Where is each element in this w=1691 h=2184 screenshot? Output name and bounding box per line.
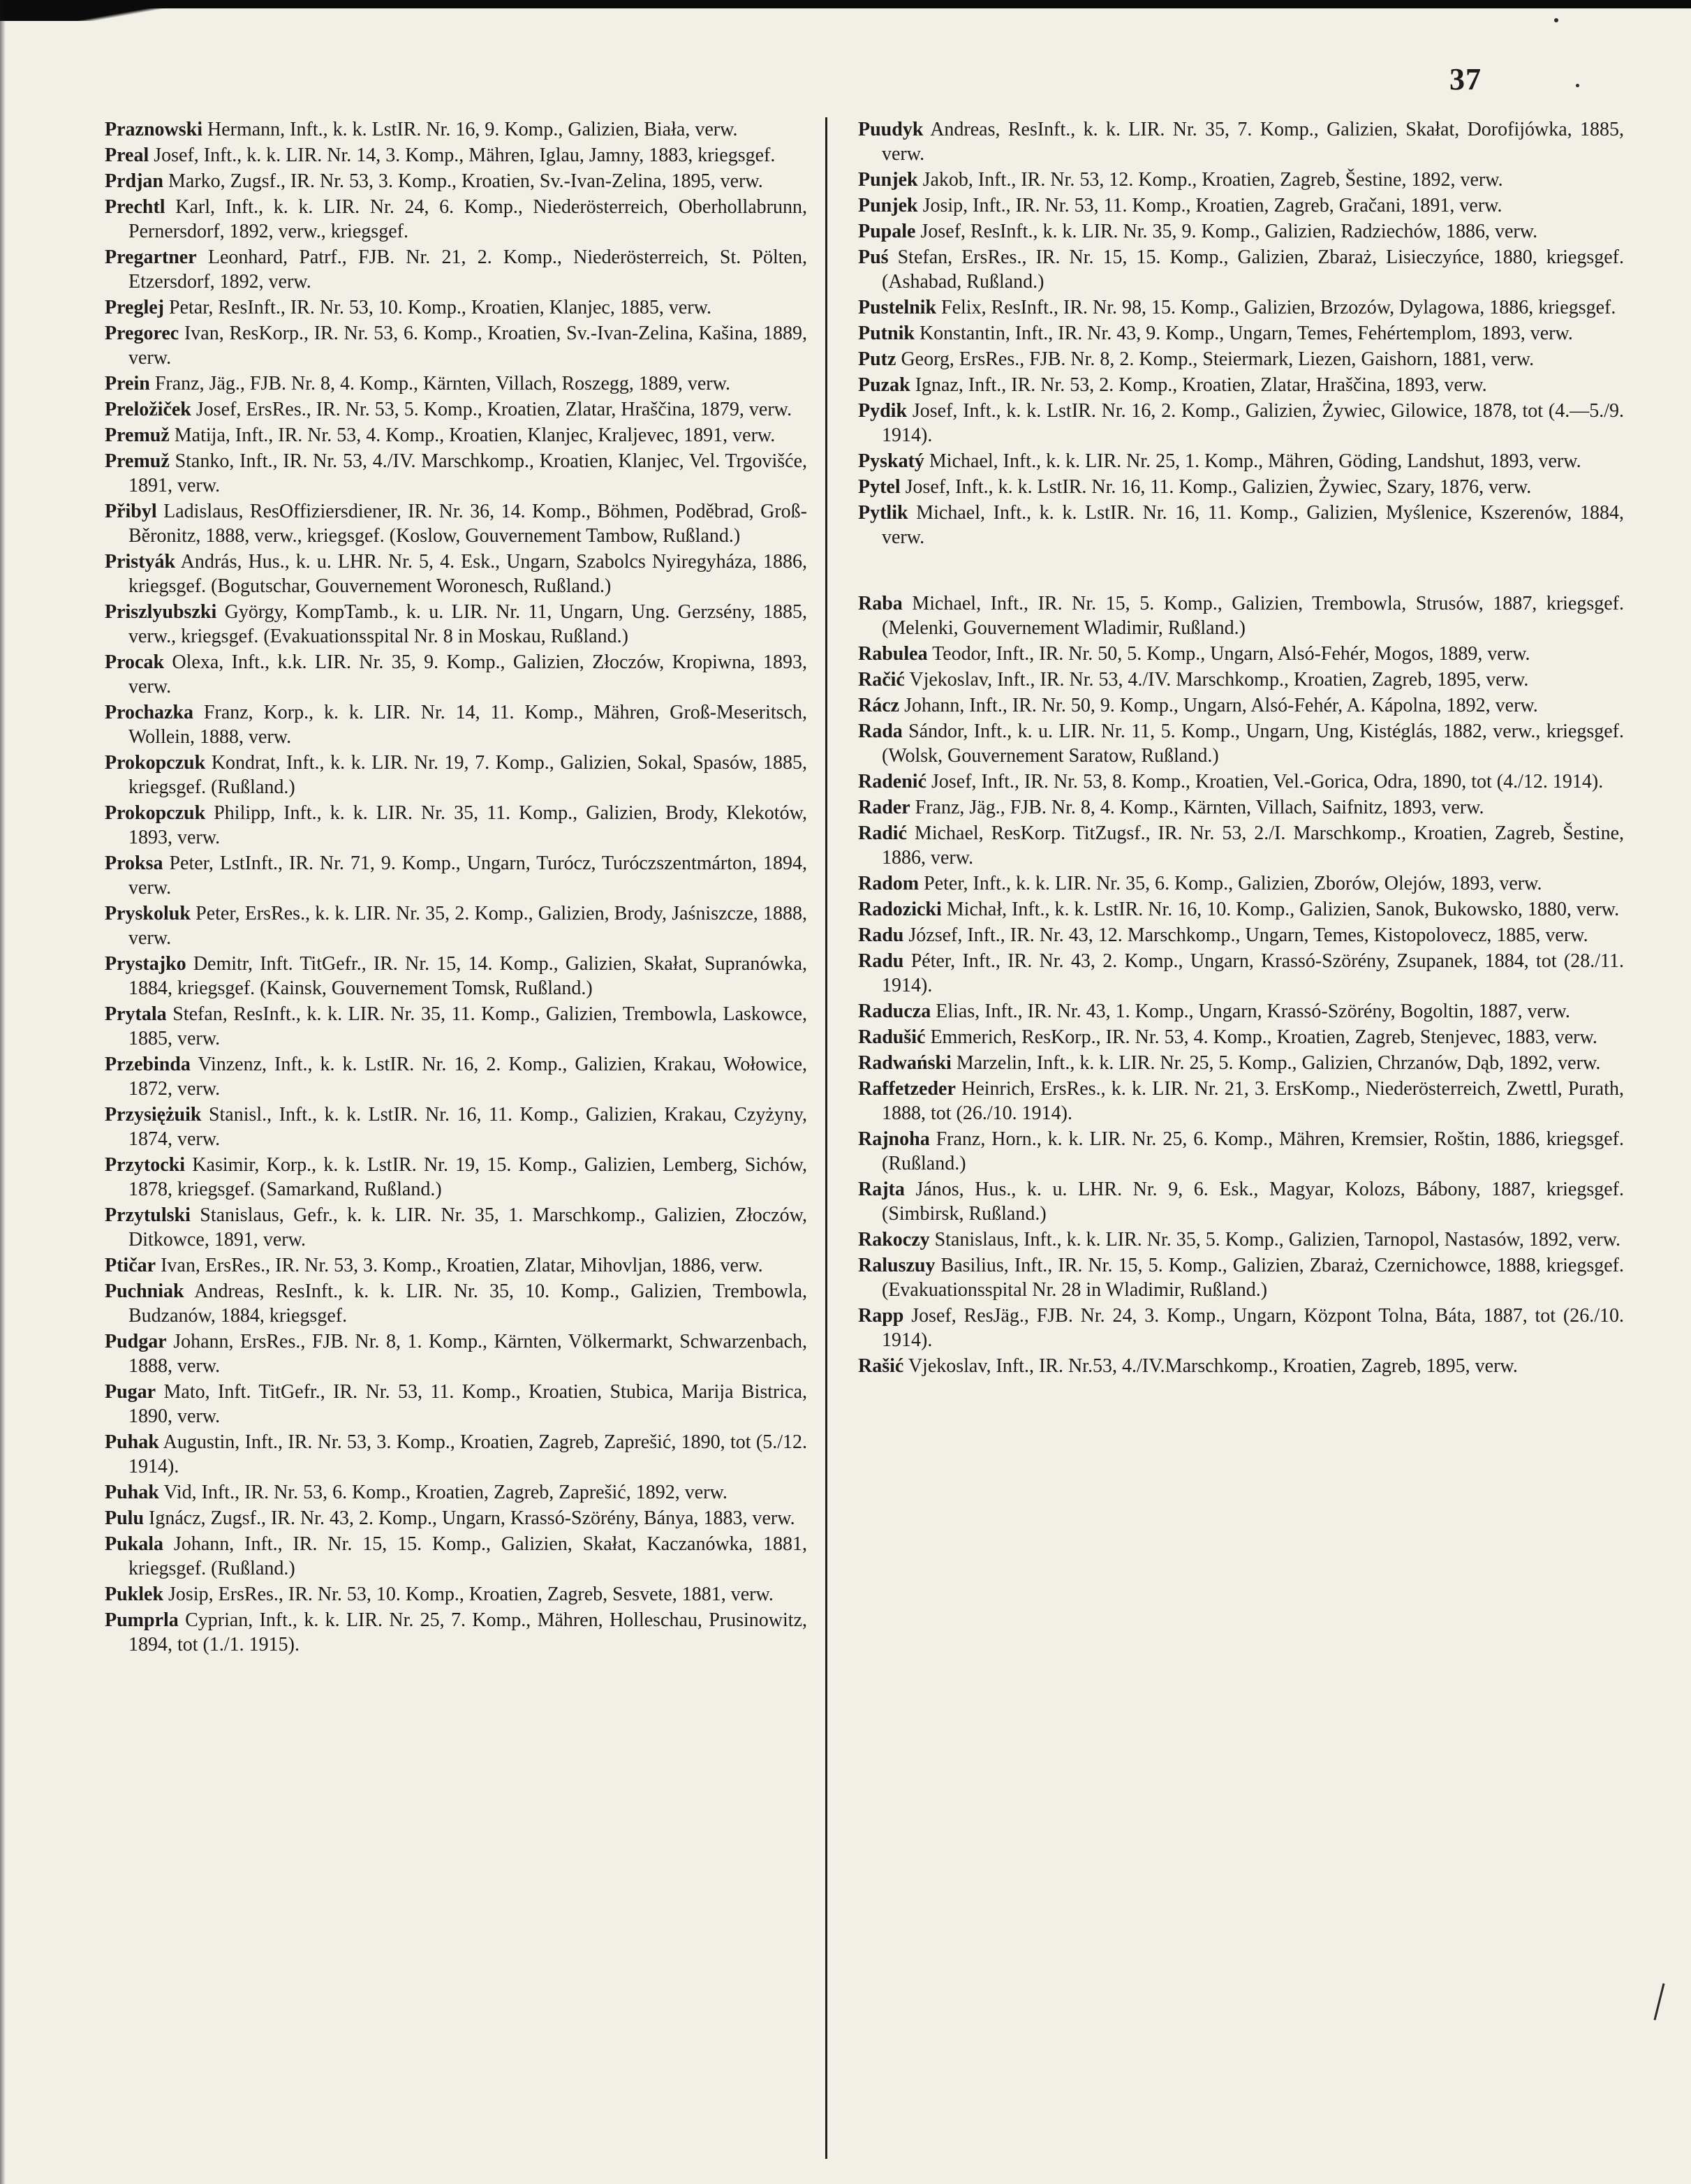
entry: Procak Olexa, Inft., k.k. LIR. Nr. 35, 9. Komp., Galizien, Złoczów, Kropiwna, 1893, verw. [105, 651, 807, 698]
entry-name: Pregorec [105, 323, 179, 344]
entry: Pryskoluk Peter, ErsRes., k. k. LIR. Nr. 35, 2. Komp., Galizien, Brody, Jaśniszcze, 1888, verw. [105, 903, 807, 949]
entry-name: Radenić [858, 771, 926, 792]
entry-name: Rajnoha [858, 1128, 930, 1150]
entry-name: Puklek [105, 1584, 164, 1605]
entry: Puhak Augustin, Inft., IR. Nr. 53, 3. Komp., Kroatien, Zagreb, Zaprešić, 1890, tot (5./12. 1914). [105, 1431, 807, 1477]
entry-name: Rader [858, 797, 910, 818]
entry: Rajnoha Franz, Horn., k. k. LIR. Nr. 25, 6. Komp., Mähren, Kremsier, Roštin, 1886, kriegsgef. (Rußland.) [858, 1128, 1624, 1174]
column-left [105, 117, 825, 2159]
entry-name: Raba [858, 593, 903, 614]
entry: Rácz Johann, Inft., IR. Nr. 50, 9. Komp., Ungarn, Alsó-Fehér, A. Kápolna, 1892, verw. [858, 695, 1538, 716]
entry: Pudgar Johann, ErsRes., FJB. Nr. 8, 1. Komp., Kärnten, Völkermarkt, Schwarzenbach, 1888, verw. [105, 1331, 807, 1377]
entry-name: Putz [858, 348, 896, 370]
entry-name: Prokopczuk [105, 802, 206, 824]
entry: Prytala Stefan, ResInft., k. k. LIR. Nr. 35, 11. Komp., Galizien, Trembowla, Laskowce, 1885, verw. [105, 1003, 807, 1049]
entry-name: Pydik [858, 400, 908, 422]
entry-name: Puchniak [105, 1281, 184, 1302]
entry-name: Radom [858, 873, 920, 894]
entry: Prochazka Franz, Korp., k. k. LIR. Nr. 14, 11. Komp., Mähren, Groß-Meseritsch, Wollein, 1888, verw. [105, 702, 807, 748]
column-right [825, 117, 1624, 2159]
entry-name: Radušić [858, 1026, 926, 1048]
entry-name: Raffetzeder [858, 1078, 956, 1100]
entry-name: Ptičar [105, 1255, 156, 1276]
entry-name: Prochazka [105, 702, 194, 723]
scan-edge-top [0, 0, 1691, 8]
entry-name: Przysiężuik [105, 1104, 202, 1126]
entry: Premuž Stanko, Inft., IR. Nr. 53, 4./IV. Marschkomp., Kroatien, Klanjec, Vel. Trgovišće, 1891, verw. [105, 450, 807, 496]
entry-name: Punjek [858, 195, 918, 216]
entry: Radić Michael, ResKorp. TitZugsf., IR. Nr. 53, 2./I. Marschkomp., Kroatien, Zagreb, Šestine, 1886, verw. [858, 822, 1624, 869]
entry: Prdjan Marko, Zugsf., IR. Nr. 53, 3. Komp., Kroatien, Sv.-Ivan-Zelina, 1895, verw. [105, 170, 763, 192]
entry: Ptičar Ivan, ErsRes., IR. Nr. 53, 3. Komp., Kroatien, Zlatar, Mihovljan, 1886, verw. [105, 1255, 763, 1276]
entry-name: Pumprla [105, 1609, 179, 1631]
entry-name: Prokopczuk [105, 752, 206, 774]
entry-name: Pytel [858, 476, 901, 498]
entry: Radwański Marzelin, Inft., k. k. LIR. Nr. 25, 5. Komp., Galizien, Chrzanów, Dąb, 1892, verw. [858, 1052, 1601, 1074]
entry: Radu Péter, Inft., IR. Nr. 43, 2. Komp., Ungarn, Krassó-Szörény, Zsupanek, 1884, tot (28./11. 1914). [858, 950, 1624, 996]
scan-edge-left [0, 0, 6, 2184]
entry: Radom Peter, Inft., k. k. LIR. Nr. 35, 6. Komp., Galizien, Zborów, Olejów, 1893, verw. [858, 873, 1542, 894]
entry-name: Preložiček [105, 399, 191, 420]
entry: Puudyk Andreas, ResInft., k. k. LIR. Nr. 35, 7. Komp., Galizien, Skałat, Dorofijówka, 1885, verw. [858, 119, 1624, 165]
entry: Prokopczuk Philipp, Inft., k. k. LIR. Nr. 35, 11. Komp., Galizien, Brody, Klekotów, 1893, verw. [105, 802, 807, 848]
entry-name: Raluszuy [858, 1255, 936, 1276]
entry: Rapp Josef, ResJäg., FJB. Nr. 24, 3. Komp., Ungarn, Központ Tolna, Báta, 1887, tot (26./10. 1914). [858, 1305, 1624, 1351]
entry: Pytlik Michael, Inft., k. k. LstIR. Nr. 16, 11. Komp., Galizien, Myślenice, Kszerenów, 1884, verw. [858, 502, 1624, 548]
entry-name: Radu [858, 924, 904, 946]
entry-name: Rapp [858, 1305, 904, 1327]
entry-name: Račić [858, 669, 905, 691]
entry-name: Prdjan [105, 170, 163, 192]
entry: Rabulea Teodor, Inft., IR. Nr. 50, 5. Komp., Ungarn, Alsó-Fehér, Mogos, 1889, verw. [858, 643, 1530, 665]
section-gap [858, 551, 1624, 591]
entry-name: Pryskoluk [105, 903, 191, 924]
entry-name: Puzak [858, 374, 910, 396]
entry-name: Proksa [105, 853, 163, 874]
entry-name: Rada [858, 721, 903, 742]
entry-name: Punjek [858, 169, 918, 191]
entry-name: Praznowski [105, 119, 202, 140]
entry-name: Puudyk [858, 119, 924, 140]
entry: Pukala Johann, Inft., IR. Nr. 15, 15. Komp., Galizien, Skałat, Kaczanówka, 1881, kriegsgef. (Rußland.) [105, 1533, 807, 1579]
entry-name: Prechtl [105, 196, 165, 218]
entry: Pytel Josef, Inft., k. k. LstIR. Nr. 16, 11. Komp., Galizien, Żywiec, Szary, 1876, verw. [858, 476, 1532, 498]
entry: Rakoczy Stanislaus, Inft., k. k. LIR. Nr. 35, 5. Komp., Galizien, Tarnopol, Nastasów, 1892, verw. [858, 1229, 1620, 1250]
entry: Przebinda Vinzenz, Inft., k. k. LstIR. Nr. 16, 2. Komp., Galizien, Krakau, Wołowice, 1872, verw. [105, 1054, 807, 1100]
scan-mark [1576, 84, 1579, 87]
entry-name: Přibyl [105, 501, 157, 522]
entry: Radenić Josef, Inft., IR. Nr. 53, 8. Komp., Kroatien, Vel.-Gorica, Odra, 1890, tot (4./12. 1914). [858, 771, 1604, 792]
entry-name: Prein [105, 373, 150, 394]
entry: Pregartner Leonhard, Patrf., FJB. Nr. 21, 2. Komp., Niederösterreich, St. Pölten, Etzersdorf, 1892, verw. [105, 246, 807, 293]
entry: Putnik Konstantin, Inft., IR. Nr. 43, 9. Komp., Ungarn, Temes, Fehértemplom, 1893, verw. [858, 323, 1573, 344]
entry-name: Przytulski [105, 1204, 191, 1226]
entry: Pregorec Ivan, ResKorp., IR. Nr. 53, 6. Komp., Kroatien, Sv.-Ivan-Zelina, Kašina, 1889, verw. [105, 323, 807, 369]
scan-mark [1654, 1983, 1665, 2020]
entry-name: Radu [858, 950, 904, 972]
entry-name: Pustelnik [858, 297, 937, 318]
entry: Puś Stefan, ErsRes., IR. Nr. 15, 15. Komp., Galizien, Zbaraż, Lisieczyńce, 1880, kriegsgef. (Ashabad, Rußland.) [858, 246, 1624, 293]
entry: Přibyl Ladislaus, ResOffiziersdiener, IR. Nr. 36, 14. Komp., Böhmen, Poděbrad, Groß-Běronitz, 1888, verw., kriegsgef. (Koslow, Gouvernement Tambow, Rußland.) [105, 501, 807, 547]
entry: Preglej Petar, ResInft., IR. Nr. 53, 10. Komp., Kroatien, Klanjec, 1885, verw. [105, 297, 711, 318]
entry-name: Preal [105, 145, 149, 166]
entry: Przytocki Kasimir, Korp., k. k. LstIR. Nr. 19, 15. Komp., Galizien, Lemberg, Sichów, 1878, kriegsgef. (Samarkand, Rußland.) [105, 1154, 807, 1200]
entry: Raffetzeder Heinrich, ErsRes., k. k. LIR. Nr. 21, 3. ErsKomp., Niederösterreich, Zwettl, Purath, 1888, tot (26./10. 1914). [858, 1078, 1624, 1124]
entry: Puchniak Andreas, ResInft., k. k. LIR. Nr. 35, 10. Komp., Galizien, Trembowla, Budzanów, 1884, kriegsgef. [105, 1281, 807, 1327]
entry: Pristyák András, Hus., k. u. LHR. Nr. 5, 4. Esk., Ungarn, Szabolcs Nyiregyháza, 1886, kriegsgef. (Bogutschar, Gouvernement Woronesch, Rußland.) [105, 551, 807, 597]
entry: Priszlyubszki György, KompTamb., k. u. LIR. Nr. 11, Ungarn, Ung. Gerzsény, 1885, verw., kriegsgef. (Evakuationsspital Nr. 8 in Moskau, Rußland.) [105, 601, 807, 647]
entry-name: Radozicki [858, 899, 942, 920]
entry-name: Rašić [858, 1355, 904, 1377]
entry: Puzak Ignaz, Inft., IR. Nr. 53, 2. Komp., Kroatien, Zlatar, Hraščina, 1893, verw. [858, 374, 1487, 396]
text-columns [105, 117, 1624, 2159]
entry-name: Raducza [858, 1001, 931, 1022]
entry-name: Rabulea [858, 643, 928, 665]
entry-name: Pupale [858, 221, 916, 242]
entry-name: Pregartner [105, 246, 197, 268]
entry: Preal Josef, Inft., k. k. LIR. Nr. 14, 3. Komp., Mähren, Iglau, Jamny, 1883, kriegsgef. [105, 145, 776, 166]
entry: Prein Franz, Jäg., FJB. Nr. 8, 4. Komp., Kärnten, Villach, Roszegg, 1889, verw. [105, 373, 731, 394]
entry: Praznowski Hermann, Inft., k. k. LstIR. Nr. 16, 9. Komp., Galizien, Biała, verw. [105, 119, 738, 140]
entry-name: Rácz [858, 695, 900, 716]
entry: Radušić Emmerich, ResKorp., IR. Nr. 53, 4. Komp., Kroatien, Zagreb, Stenjevec, 1883, verw. [858, 1026, 1597, 1048]
entry-name: Pukala [105, 1533, 164, 1555]
entry-name: Pyskatý [858, 450, 924, 472]
entry-name: Przytocki [105, 1154, 186, 1176]
entry: Račić Vjekoslav, Inft., IR. Nr. 53, 4./IV. Marschkomp., Kroatien, Zagreb, 1895, verw. [858, 669, 1529, 691]
entry: Prechtl Karl, Inft., k. k. LIR. Nr. 24, 6. Komp., Niederösterreich, Oberhollabrunn, Pernersdorf, 1892, verw., kriegsgef. [105, 196, 807, 242]
entry-name: Prytala [105, 1003, 167, 1025]
entry-name: Radić [858, 822, 907, 844]
entry: Punjek Josip, Inft., IR. Nr. 53, 11. Komp., Kroatien, Zagreb, Gračani, 1891, verw. [858, 195, 1502, 216]
entry: Raducza Elias, Inft., IR. Nr. 43, 1. Komp., Ungarn, Krassó-Szörény, Bogoltin, 1887, verw. [858, 1001, 1570, 1022]
scan-mark [1554, 18, 1558, 22]
entry: Rašić Vjekoslav, Inft., IR. Nr.53, 4./IV.Marschkomp., Kroatien, Zagreb, 1895, verw. [858, 1355, 1518, 1377]
entry-name: Puś [858, 246, 889, 268]
entry: Raluszuy Basilius, Inft., IR. Nr. 15, 5. Komp., Galizien, Zbaraż, Czernichowce, 1888, kriegsgef. (Evakuationsspital Nr. 28 in Wladimir, Rußland.) [858, 1255, 1624, 1301]
entry: Radozicki Michał, Inft., k. k. LstIR. Nr. 16, 10. Komp., Galizien, Sanok, Bukowsko, 1880, verw. [858, 899, 1620, 920]
entry-name: Premuž [105, 425, 170, 446]
entry: Rajta János, Hus., k. u. LHR. Nr. 9, 6. Esk., Magyar, Kolozs, Bábony, 1887, kriegsgef. (Simbirsk, Rußland.) [858, 1179, 1624, 1225]
entry: Preložiček Josef, ErsRes., IR. Nr. 53, 5. Komp., Kroatien, Zlatar, Hraščina, 1879, verw. [105, 399, 792, 420]
entry: Pyskatý Michael, Inft., k. k. LIR. Nr. 25, 1. Komp., Mähren, Göding, Landshut, 1893, verw. [858, 450, 1581, 472]
entry-name: Pristyák [105, 551, 176, 573]
entry: Proksa Peter, LstInft., IR. Nr. 71, 9. Komp., Ungarn, Turócz, Turóczszentmárton, 1894, verw. [105, 853, 807, 899]
entry-name: Pulu [105, 1507, 145, 1529]
entry: Radu József, Inft., IR. Nr. 43, 12. Marschkomp., Ungarn, Temes, Kistopolovecz, 1885, verw. [858, 924, 1588, 946]
entry: Rader Franz, Jäg., FJB. Nr. 8, 4. Komp., Kärnten, Villach, Saifnitz, 1893, verw. [858, 797, 1484, 818]
entry-name: Przebinda [105, 1054, 191, 1075]
entry-name: Priszlyubszki [105, 601, 217, 623]
entry: Punjek Jakob, Inft., IR. Nr. 53, 12. Komp., Kroatien, Zagreb, Šestine, 1892, verw. [858, 169, 1503, 191]
entry: Przytulski Stanislaus, Gefr., k. k. LIR. Nr. 35, 1. Marschkomp., Galizien, Złoczów, Ditkowce, 1891, verw. [105, 1204, 807, 1250]
entry-name: Prystajko [105, 953, 186, 975]
entry: Pulu Ignácz, Zugsf., IR. Nr. 43, 2. Komp., Ungarn, Krassó-Szörény, Bánya, 1883, verw. [105, 1507, 795, 1529]
entry-name: Pugar [105, 1381, 156, 1403]
entry: Pumprla Cyprian, Inft., k. k. LIR. Nr. 25, 7. Komp., Mähren, Holleschau, Prusinowitz, 1894, tot (1./1. 1915). [105, 1609, 807, 1655]
entry: Puklek Josip, ErsRes., IR. Nr. 53, 10. Komp., Kroatien, Zagreb, Sesvete, 1881, verw. [105, 1584, 774, 1605]
entry: Putz Georg, ErsRes., FJB. Nr. 8, 2. Komp., Steiermark, Liezen, Gaishorn, 1881, verw. [858, 348, 1535, 370]
entry-name: Rajta [858, 1179, 905, 1200]
entry-name: Puhak [105, 1482, 159, 1503]
entry-name: Procak [105, 651, 165, 673]
entry: Puhak Vid, Inft., IR. Nr. 53, 6. Komp., Kroatien, Zagreb, Zaprešić, 1892, verw. [105, 1482, 728, 1503]
entry: Pustelnik Felix, ResInft., IR. Nr. 98, 15. Komp., Galizien, Brzozów, Dylagowa, 1886, kriegsgef. [858, 297, 1616, 318]
entry-name: Putnik [858, 323, 915, 344]
entry-name: Radwański [858, 1052, 952, 1074]
entry-name: Pytlik [858, 502, 908, 524]
entry: Pupale Josef, ResInft., k. k. LIR. Nr. 35, 9. Komp., Galizien, Radziechów, 1886, verw. [858, 221, 1538, 242]
entry: Pugar Mato, Inft. TitGefr., IR. Nr. 53, 11. Komp., Kroatien, Stubica, Marija Bistrica, 1890, verw. [105, 1381, 807, 1427]
entry: Rada Sándor, Inft., k. u. LIR. Nr. 11, 5. Komp., Ungarn, Ung, Kistéglás, 1882, verw., kriegsgef. (Wolsk, Gouvernement Saratow, Rußland.) [858, 721, 1624, 767]
entry: Przysiężuik Stanisl., Inft., k. k. LstIR. Nr. 16, 11. Komp., Galizien, Krakau, Czyżyny, 1874, verw. [105, 1104, 807, 1150]
entry-name: Pudgar [105, 1331, 167, 1352]
page-number: 37 [1449, 62, 1482, 96]
entry: Pydik Josef, Inft., k. k. LstIR. Nr. 16, 2. Komp., Galizien, Żywiec, Gilowice, 1878, tot (4.—5./9. 1914). [858, 400, 1624, 446]
entry: Raba Michael, Inft., IR. Nr. 15, 5. Komp., Galizien, Trembowla, Strusów, 1887, kriegsgef. (Melenki, Gouvernement Wladimir, Rußland.) [858, 593, 1624, 639]
entry: Prystajko Demitr, Inft. TitGefr., IR. Nr. 15, 14. Komp., Galizien, Skałat, Supranówka, 1884, kriegsgef. (Kainsk, Gouvernement Tomsk, Rußland.) [105, 953, 807, 999]
entry-name: Premuž [105, 450, 170, 472]
entry-name: Rakoczy [858, 1229, 930, 1250]
entry-name: Puhak [105, 1431, 159, 1453]
entry: Prokopczuk Kondrat, Inft., k. k. LIR. Nr. 19, 7. Komp., Galizien, Sokal, Spasów, 1885, kriegsgef. (Rußland.) [105, 752, 807, 798]
entry-name: Preglej [105, 297, 164, 318]
entry: Premuž Matija, Inft., IR. Nr. 53, 4. Komp., Kroatien, Klanjec, Kraljevec, 1891, verw. [105, 425, 776, 446]
